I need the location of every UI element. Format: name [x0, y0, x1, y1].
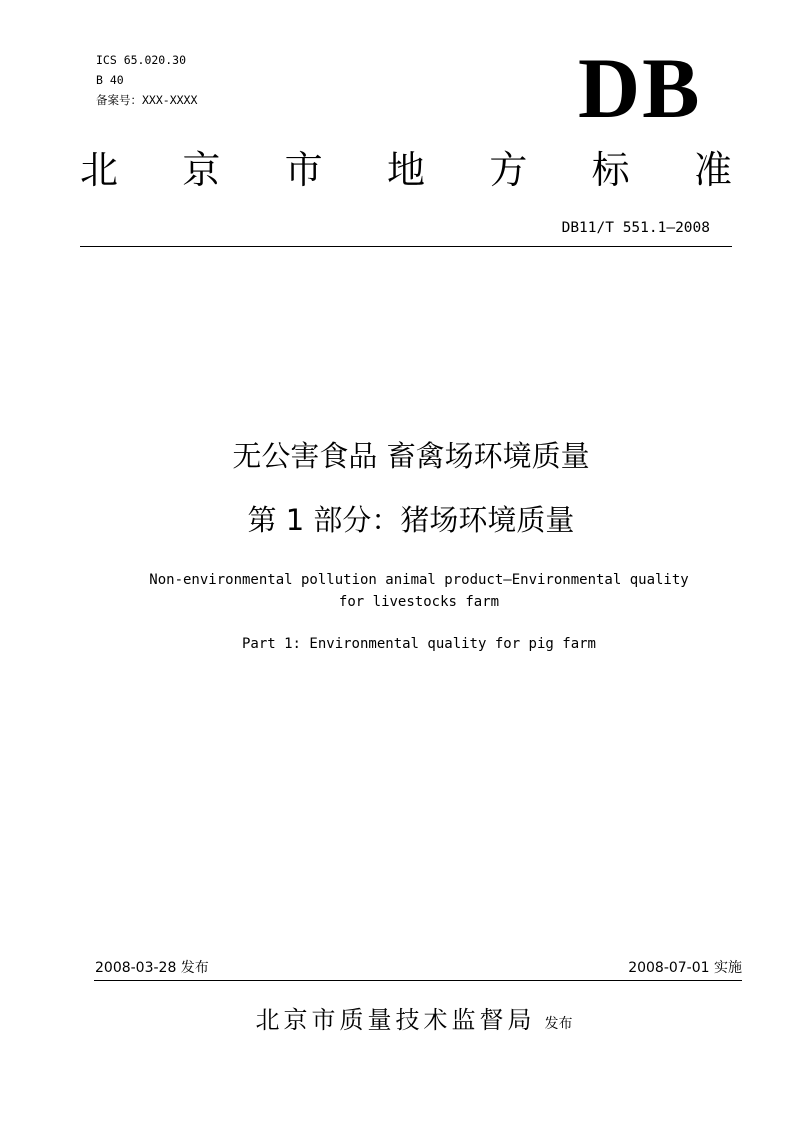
top-divider: [80, 246, 732, 247]
standard-type-char: 市: [284, 148, 323, 192]
title-main-en-line2: for livestocks farm: [338, 594, 500, 610]
title-main-en-line1: Non-environmental pollution animal product—Environmental quality: [149, 572, 689, 588]
standard-type-char: 地: [386, 148, 425, 192]
publisher-suffix: 发布: [544, 1016, 573, 1032]
bottom-divider: [94, 980, 742, 981]
ics-code: ICS 65.020.30: [96, 53, 187, 67]
standard-type-char: 准: [693, 148, 732, 192]
title-part-cn: 第 1 部分：猪场环境质量: [247, 503, 575, 537]
title-part-en: Part 1: Environmental quality for pig farm: [241, 636, 596, 652]
standard-type-char: 北: [80, 148, 119, 192]
standard-type-char: 标: [591, 148, 630, 192]
implementation-date: 2008-07-01 实施: [628, 960, 742, 976]
issue-date: 2008-03-28 发布: [95, 960, 209, 976]
publisher-name: 北京市质量技术监督局: [255, 1006, 536, 1034]
title-main-cn: 无公害食品 畜禽场环境质量: [232, 439, 590, 473]
record-number: 备案号：XXX-XXXX: [96, 93, 198, 107]
standard-type-char: 京: [182, 148, 221, 192]
standard-number: DB11/T 551.1—2008: [561, 220, 710, 236]
standard-type-heading: [80, 144, 732, 196]
classification-code: B 40: [96, 73, 124, 87]
standard-type-char: 方: [489, 148, 528, 192]
db-logo: DB: [578, 40, 702, 136]
publisher-line: [0, 1002, 800, 1042]
